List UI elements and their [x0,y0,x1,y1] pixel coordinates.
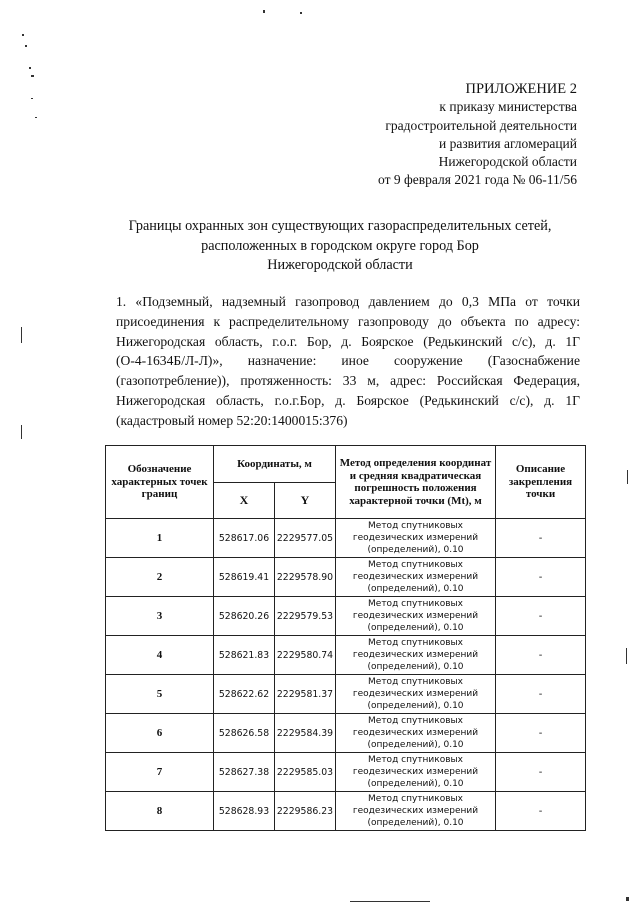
coord-x: 528626.58 [214,714,275,753]
paragraph-line: (кадастровый номер 52:20:1400015:376) [116,412,348,428]
description-cell: - [496,675,586,714]
method-cell: Метод спутниковых геодезических измерений (определений), 0.10 [336,714,496,753]
coord-y: 2229586.23 [275,792,336,831]
paragraph-line: присоединения к распределительному газопроводу до объекта по адресу: [116,313,580,329]
description-cell: - [496,558,586,597]
coord-y: 2229585.03 [275,753,336,792]
table-row [106,792,586,831]
paragraph-line: 1. «Подземный, надземный газопровод давлением до 0,3 МПа от точки [116,294,580,309]
header-coordinates: Координаты, м [214,446,336,483]
appendix-line: от 9 февраля 2021 года № 06-11/56 [378,172,577,188]
coord-y: 2229579.53 [275,597,336,636]
appendix-block [277,80,577,190]
title-line: Границы охранных зон существующих газораспределительных сетей, [128,218,552,234]
title-line: Нижегородской области [267,257,413,273]
coord-x: 528620.26 [214,597,275,636]
paragraph-line: (О-4-1634Б/Л-Л)», назначение: иное сооружение (Газоснабжение [116,353,580,369]
coordinates-table [105,445,586,831]
point-number: 1 [106,519,214,558]
table-row [106,519,586,558]
table-row [106,714,586,753]
object-description [116,292,580,431]
coord-x: 528621.83 [214,636,275,675]
coord-y: 2229584.39 [275,714,336,753]
coord-x: 528622.62 [214,675,275,714]
coord-y: 2229577.05 [275,519,336,558]
appendix-heading: ПРИЛОЖЕНИЕ 2 [465,81,577,97]
table-row [106,675,586,714]
header-x: X [214,483,275,519]
description-cell: - [496,714,586,753]
header-point: Обозначение характерных точек границ [106,446,214,519]
method-cell: Метод спутниковых геодезических измерений (определений), 0.10 [336,519,496,558]
method-cell: Метод спутниковых геодезических измерений (определений), 0.10 [336,636,496,675]
appendix-line: и развития агломераций [438,135,577,151]
header-description: Описание закрепления точки [496,446,586,519]
point-number: 7 [106,753,214,792]
method-cell: Метод спутниковых геодезических измерений (определений), 0.10 [336,753,496,792]
point-number: 6 [106,714,214,753]
table-row [106,597,586,636]
title-line: расположенных в городском округе город Бор [201,237,479,254]
coord-x: 528619.41 [214,558,275,597]
coord-y: 2229580.74 [275,636,336,675]
paragraph-line: Нижегородская область, г.о.г.Бор, д. Боярское (Редькинский с/с), д. 1Г [116,392,580,408]
coord-y: 2229581.37 [275,675,336,714]
appendix-line: к приказу министерства [439,99,577,115]
coord-y: 2229578.90 [275,558,336,597]
point-number: 2 [106,558,214,597]
paragraph-line: Нижегородская область, г.о.г. Бор, д. Боярское (Редькинский с/с), д. 1Г [116,333,580,349]
header-method: Метод определения координат и средняя квадратическая погрешность положения характерной точки (Mt), м [336,446,496,519]
header-y: Y [275,483,336,519]
point-number: 4 [106,636,214,675]
point-number: 5 [106,675,214,714]
table-row [106,753,586,792]
document-title [90,217,590,276]
point-number: 8 [106,792,214,831]
description-cell: - [496,636,586,675]
appendix-line: Нижегородской области [438,154,577,170]
method-cell: Метод спутниковых геодезических измерений (определений), 0.10 [336,597,496,636]
coord-x: 528627.38 [214,753,275,792]
point-number: 3 [106,597,214,636]
description-cell: - [496,753,586,792]
method-cell: Метод спутниковых геодезических измерений (определений), 0.10 [336,558,496,597]
appendix-line: градостроительной деятельности [385,117,577,133]
coord-x: 528628.93 [214,792,275,831]
description-cell: - [496,792,586,831]
table-row [106,558,586,597]
method-cell: Метод спутниковых геодезических измерений (определений), 0.10 [336,675,496,714]
paragraph-line: (газопотребление)), протяженность: 33 м, адрес: Российская Федерация, [116,373,580,389]
table-row [106,636,586,675]
coord-x: 528617.06 [214,519,275,558]
method-cell: Метод спутниковых геодезических измерений (определений), 0.10 [336,792,496,831]
description-cell: - [496,519,586,558]
description-cell: - [496,597,586,636]
